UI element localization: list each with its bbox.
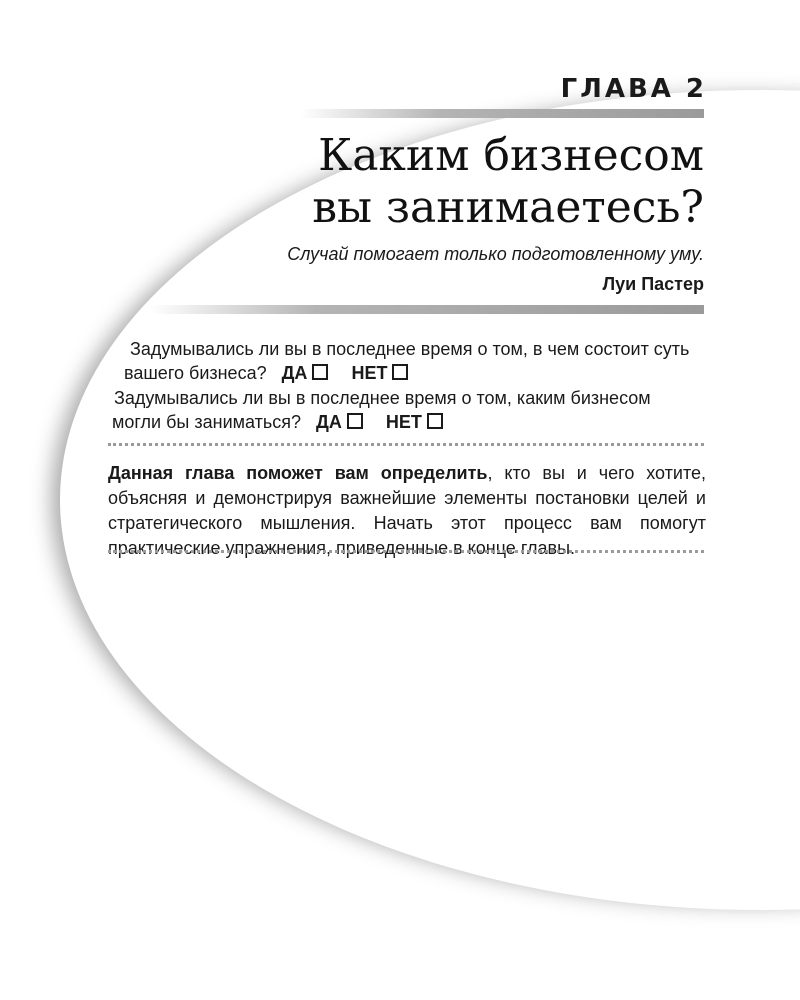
no-label: НЕТ xyxy=(385,412,422,432)
no-checkbox[interactable] xyxy=(427,413,443,429)
question-2-yes-option[interactable] xyxy=(316,412,363,432)
question-1-line1: Задумывались ли вы в последнее время о том, в чем состоит суть xyxy=(130,339,690,359)
chapter-number: 2 xyxy=(685,74,704,104)
chapter-intro-lead: Данная глава поможет вам определить xyxy=(108,463,488,483)
yes-label: ДА xyxy=(316,412,342,432)
question-2-line1: Задумывались ли вы в последнее время о том, каким бизнесом xyxy=(114,388,651,408)
dotted-divider-top xyxy=(108,443,704,446)
yes-checkbox[interactable] xyxy=(347,413,363,429)
question-1-yes-option[interactable] xyxy=(282,363,329,383)
chapter-title xyxy=(184,130,704,234)
yes-label: ДА xyxy=(281,363,308,383)
question-1-no-option[interactable] xyxy=(351,363,408,383)
chapter-title-line2: вы занимаетесь? xyxy=(312,182,704,233)
chapter-intro-rest: , кто вы и чего хотите, объясняя и демонстрируя важнейшие элементы постановки целей и стратегического мышления. Начать этот процесс вам помогут практические упражнения, приведенные в конце главы. xyxy=(108,463,706,558)
question-1-line2: вашего бизнеса? xyxy=(124,363,267,383)
question-2 xyxy=(108,386,706,434)
epigraph-quote: Случай помогает только подготовленному уму. xyxy=(287,244,704,264)
question-1 xyxy=(116,337,706,385)
epigraph-author: Луи Пастер xyxy=(602,274,704,294)
question-2-line2: могли бы заниматься? xyxy=(112,412,301,432)
chapter-word: ГЛАВА xyxy=(560,74,674,104)
chapter-label xyxy=(561,74,704,104)
chapter-intro xyxy=(108,461,706,561)
yes-checkbox[interactable] xyxy=(312,364,328,380)
no-checkbox[interactable] xyxy=(392,364,408,380)
no-label: НЕТ xyxy=(351,363,388,383)
chapter-title-line1: Каким бизнесом xyxy=(318,130,704,181)
dotted-divider-bottom xyxy=(108,550,704,553)
chapter-rule xyxy=(300,109,704,118)
epigraph-rule xyxy=(150,305,704,314)
question-2-no-option[interactable] xyxy=(386,412,443,432)
